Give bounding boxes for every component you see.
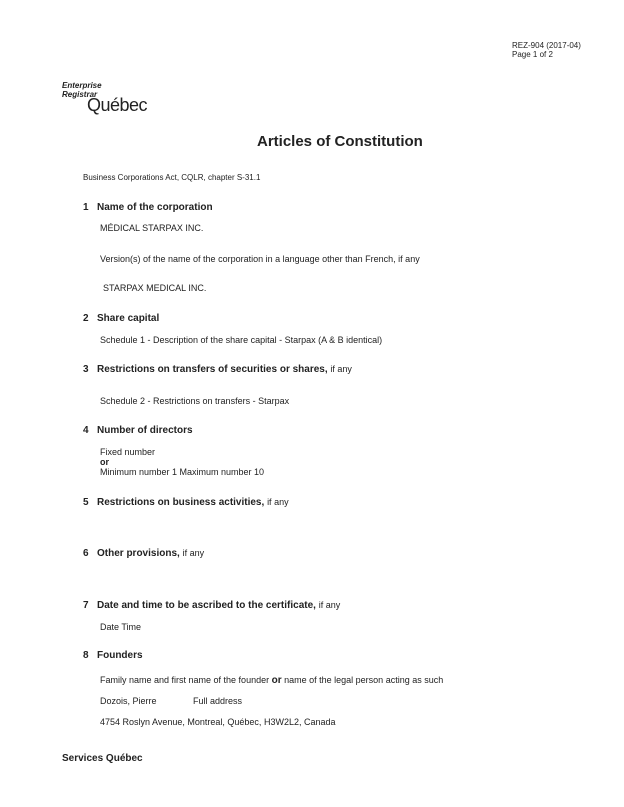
fixed-number-label: Fixed number	[100, 447, 156, 457]
logo-line-enterprise: Enterprise	[62, 81, 102, 90]
section-7-heading	[97, 600, 340, 611]
form-code: REZ-904 (2017-04)	[512, 41, 581, 50]
section-8-heading: Founders	[97, 650, 143, 661]
section-5-heading	[97, 497, 289, 508]
logo-line-registrar: Registrar	[62, 90, 98, 99]
section-2-heading: Share capital	[97, 313, 160, 324]
other-language-name: STARPAX MEDICAL INC.	[103, 283, 207, 293]
section-1-heading: Name of the corporation	[97, 202, 213, 213]
section-6-heading-text: Other provisions,	[97, 548, 180, 559]
section-3-heading	[97, 364, 352, 375]
corporation-name: MÉDICAL STARPAX INC.	[100, 223, 204, 233]
section-3-qualifier: if any	[330, 364, 352, 374]
date-time-label: Date Time	[100, 622, 142, 632]
other-language-label: Version(s) of the name of the corporation in a language other than French, if any	[100, 254, 420, 264]
quebec-logo	[62, 81, 147, 116]
page-title: Articles of Constitution	[257, 133, 423, 150]
founder-address: 4754 Roslyn Avenue, Montreal, Québec, H3W2L2, Canada	[100, 717, 336, 727]
section-7-qualifier: if any	[318, 600, 341, 610]
section-5-heading-text: Restrictions on business activities,	[97, 497, 265, 508]
section-4-number: 4	[83, 425, 89, 436]
page-number: Page 1 of 2	[512, 50, 553, 59]
section-5-number: 5	[83, 497, 89, 508]
section-3-heading-text: Restrictions on transfers of securities or shares,	[97, 364, 328, 375]
section-6-heading	[97, 548, 204, 559]
section-8-number: 8	[83, 650, 89, 661]
act-reference: Business Corporations Act, CQLR, chapter S-31.1	[83, 173, 261, 182]
share-capital-text: Schedule 1 - Description of the share capital - Starpax (A & B identical)	[100, 335, 383, 345]
founder-label-post: name of the legal person acting as such	[284, 675, 444, 685]
section-5-qualifier: if any	[267, 497, 289, 507]
logo-wordmark: Québec	[87, 95, 148, 115]
section-7-number: 7	[83, 600, 89, 611]
restrictions-transfer-text: Schedule 2 - Restrictions on transfers - Starpax	[100, 396, 290, 406]
section-2-number: 2	[83, 313, 89, 324]
section-1-number: 1	[83, 202, 89, 213]
section-6-number: 6	[83, 548, 89, 559]
founder-name: Dozois, Pierre	[100, 696, 157, 706]
founder-label-pre: Family name and first name of the founder	[100, 675, 270, 685]
or-label: or	[100, 457, 109, 467]
founder-label-or: or	[271, 675, 282, 686]
section-6-qualifier: if any	[182, 548, 205, 558]
footer-services-quebec: Services Québec	[62, 753, 143, 764]
full-address-label: Full address	[193, 696, 243, 706]
min-max-directors: Minimum number 1 Maximum number 10	[100, 467, 265, 477]
founder-label	[100, 675, 443, 686]
section-7-heading-text: Date and time to be ascribed to the certificate,	[97, 600, 316, 611]
section-3-number: 3	[83, 364, 89, 375]
section-4-heading: Number of directors	[97, 425, 193, 436]
